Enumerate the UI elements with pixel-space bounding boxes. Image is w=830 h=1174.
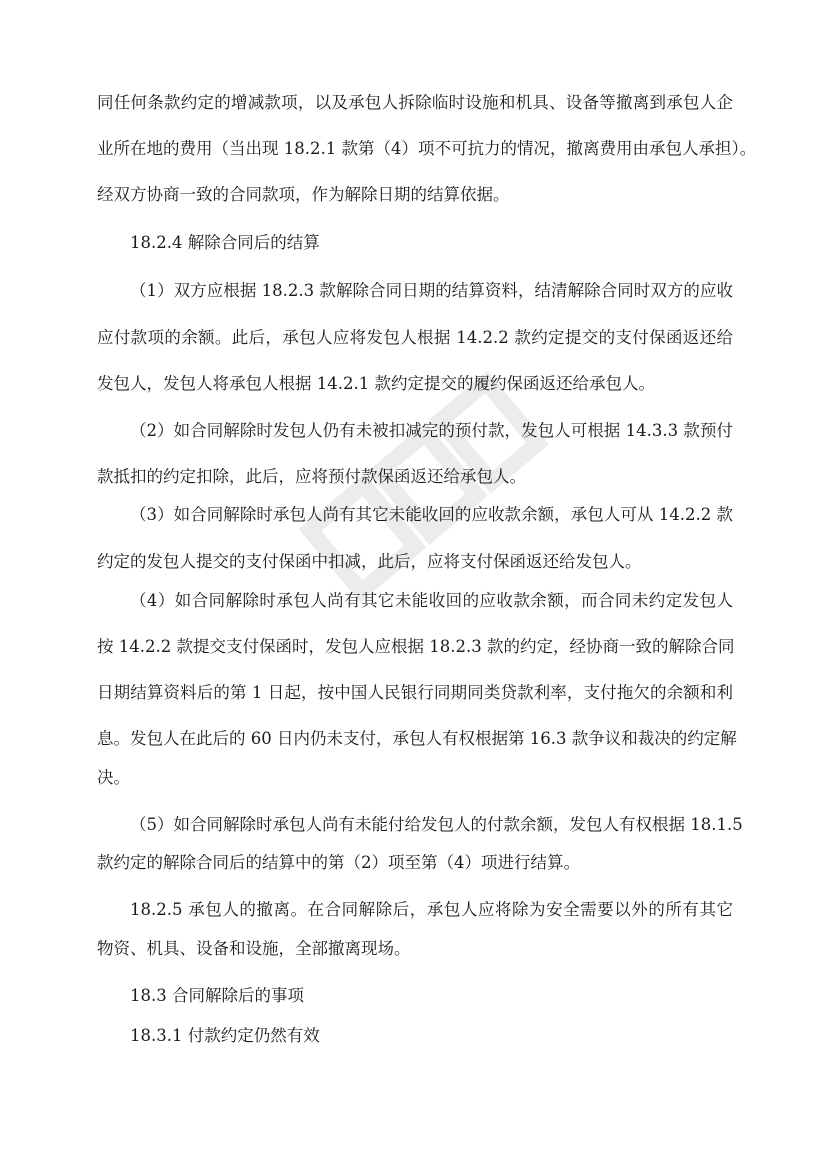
- text-line: 经双方协商一致的合同款项，作为解除日期的结算依据。: [97, 185, 510, 204]
- text-line: 按 14.2.2 款提交支付保函时，发包人应根据 18.2.3 款的约定，经协商一致的解除合同: [97, 637, 735, 656]
- text-line: （2）如合同解除时发包人仍有未被扣减完的预付款，发包人可根据 14.3.3 款预付: [130, 421, 733, 440]
- section-heading: 18.2.4 解除合同后的结算: [130, 233, 320, 252]
- section-heading: 18.3.1 付款约定仍然有效: [130, 1026, 320, 1045]
- text-line: 同任何条款约定的增减款项，以及承包人拆除临时设施和机具、设备等撤离到承包人企: [97, 93, 733, 112]
- text-line: 18.2.5 承包人的撤离。在合同解除后，承包人应将除为安全需要以外的所有其它: [130, 900, 733, 919]
- section-heading: 18.3 合同解除后的事项: [130, 986, 304, 1005]
- text-line: （4）如合同解除时承包人尚有其它未能收回的应收款余额，而合同未约定发包人: [130, 591, 733, 610]
- text-line: 决。: [97, 768, 130, 787]
- text-line: 物资、机具、设备和设施，全部撤离现场。: [97, 939, 411, 958]
- text-line: 发包人，发包人将承包人根据 14.2.1 款约定提交的履约保函返还给承包人。: [97, 374, 655, 393]
- text-line: 业所在地的费用（当出现 18.2.1 款第（4）项不可抗力的情况，撤离费用由承包人承担）。: [97, 139, 757, 158]
- text-line: 款抵扣的约定扣除，此后，应将预付款保函返还给承包人。: [97, 467, 526, 486]
- text-line: 约定的发包人提交的支付保函中扣减，此后，应将支付保函返还给发包人。: [97, 552, 642, 571]
- text-line: 日期结算资料后的第 1 日起，按中国人民银行同期同类贷款利率，支付拖欠的余额和利: [97, 683, 733, 702]
- text-line: 款约定的解除合同后的结算中的第（2）项至第（4）项进行结算。: [97, 853, 580, 872]
- text-line: （5）如合同解除时承包人尚有未能付给发包人的付款余额，发包人有权根据 18.1.5: [130, 815, 743, 834]
- text-line: 应付款项的余额。此后，承包人应将发包人根据 14.2.2 款约定提交的支付保函返还给: [97, 328, 733, 347]
- text-line: （1）双方应根据 18.2.3 款解除合同日期的结算资料，结清解除合同时双方的应收: [130, 281, 733, 300]
- text-line: 息。发包人在此后的 60 日内仍未支付，承包人有权根据第 16.3 款争议和裁决的约定解: [97, 729, 737, 748]
- text-line: （3）如合同解除时承包人尚有其它未能收回的应收款余额，承包人可从 14.2.2 款: [130, 505, 733, 524]
